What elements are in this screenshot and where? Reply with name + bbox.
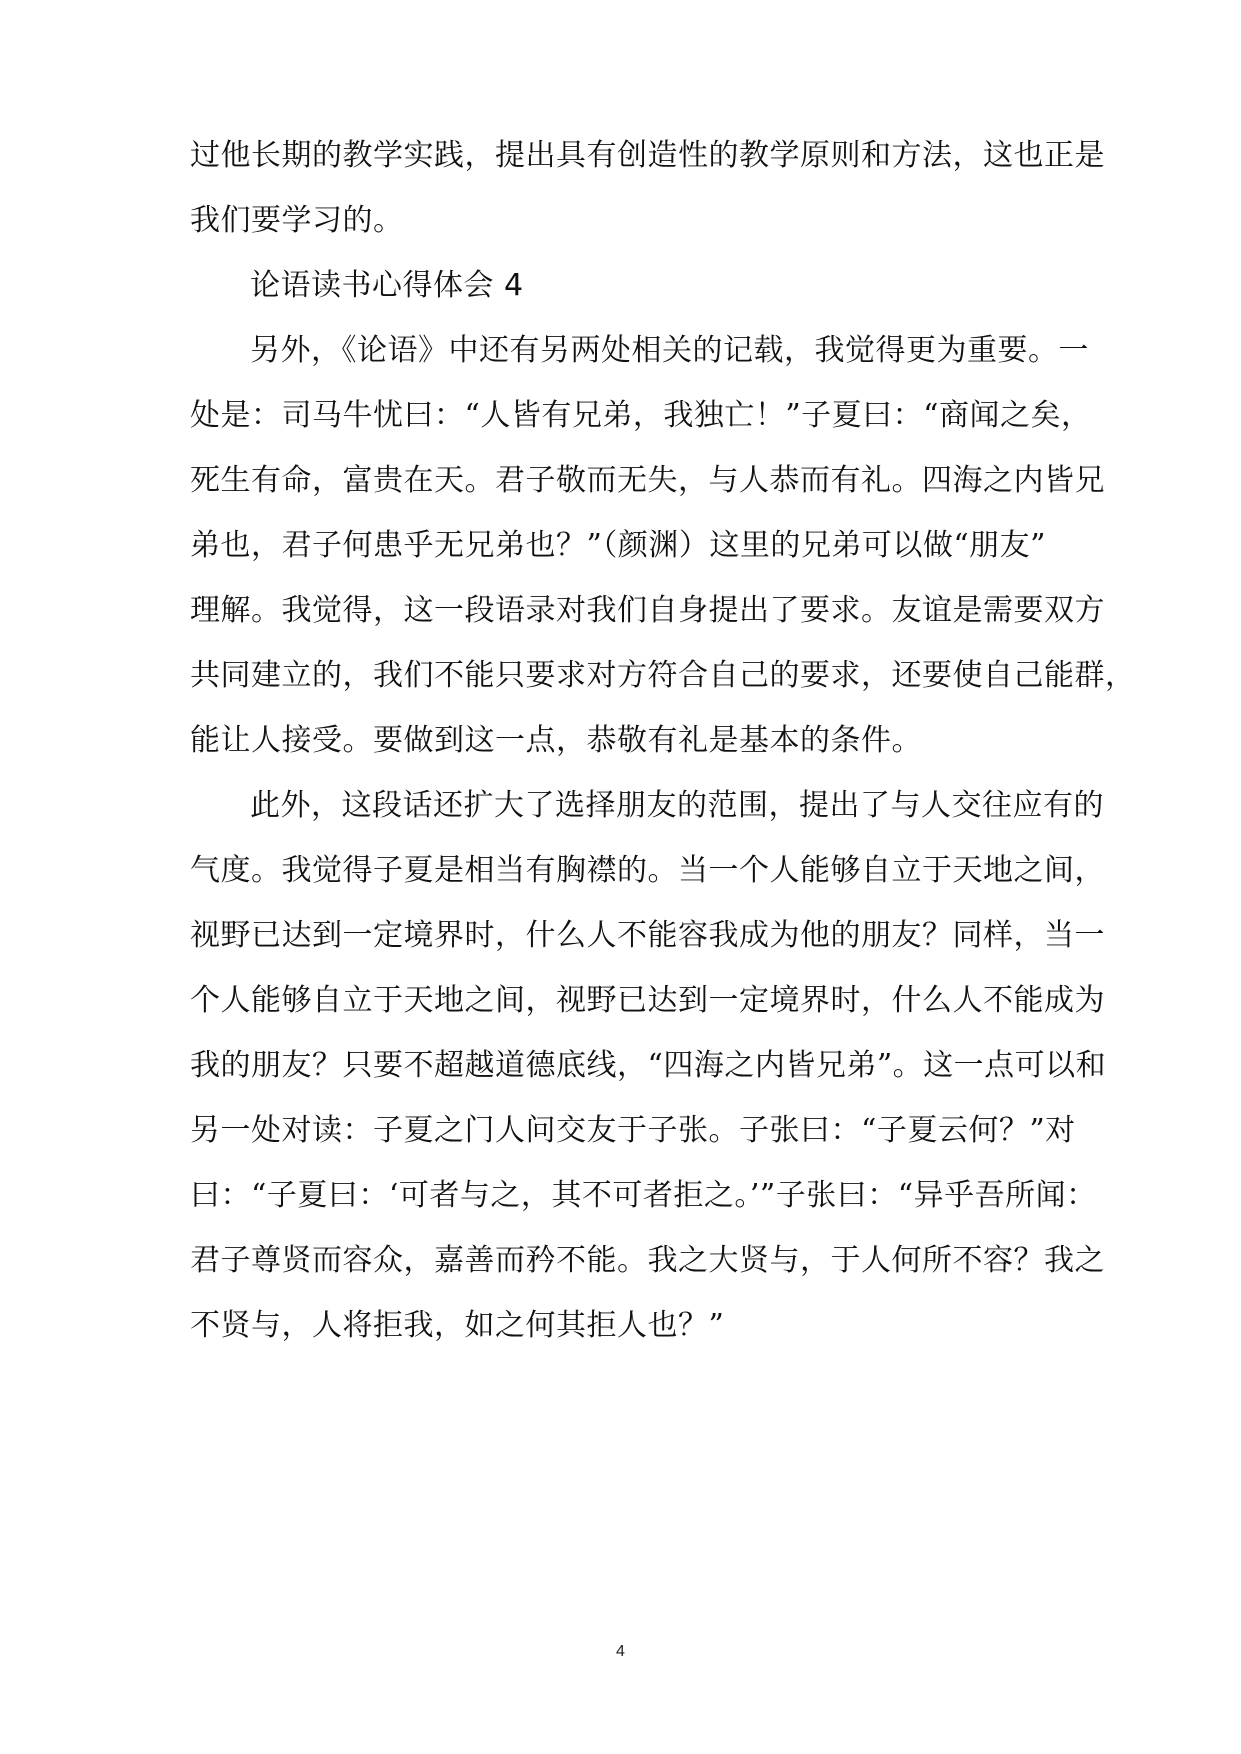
body-line: 共同建立的，我们不能只要求对方符合自己的要求，还要使自己能群， bbox=[190, 658, 1136, 693]
body-line: 处是：司马牛忧曰：“人皆有兄弟，我独亡！”子夏曰：“商闻之矣， bbox=[190, 398, 1092, 433]
body-line: 理解。我觉得，这一段语录对我们自身提出了要求。友谊是需要双方 bbox=[190, 593, 1105, 628]
body-line: 死生有命，富贵在天。君子敬而无失，与人恭而有礼。四海之内皆兄 bbox=[190, 463, 1105, 498]
paragraph-start-line: 此外，这段话还扩大了选择朋友的范围，提出了与人交往应有的 bbox=[250, 788, 1104, 823]
body-line: 视野已达到一定境界时，什么人不能容我成为他的朋友？同样，当一 bbox=[190, 918, 1105, 953]
body-line: 不贤与，人将拒我，如之何其拒人也？” bbox=[190, 1308, 725, 1343]
section-heading: 论语读书心得体会 4 bbox=[250, 268, 524, 303]
body-line: 我的朋友？只要不超越道德底线，“四海之内皆兄弟”。这一点可以和 bbox=[190, 1048, 1107, 1083]
body-line: 曰：“子夏曰：‘可者与之，其不可者拒之。’”子张曰：“异乎吾所闻： bbox=[190, 1178, 1097, 1213]
body-line: 过他长期的教学实践，提出具有创造性的教学原则和方法，这也正是 bbox=[190, 138, 1105, 173]
body-line: 另一处对读：子夏之门人问交友于子张。子张曰：“子夏云何？”对 bbox=[190, 1113, 1076, 1148]
body-line: 气度。我觉得子夏是相当有胸襟的。当一个人能够自立于天地之间， bbox=[190, 853, 1105, 888]
body-line: 能让人接受。要做到这一点，恭敬有礼是基本的条件。 bbox=[190, 723, 922, 758]
body-line: 我们要学习的。 bbox=[190, 203, 404, 238]
body-line: 个人能够自立于天地之间，视野已达到一定境界时，什么人不能成为 bbox=[190, 983, 1105, 1018]
body-line: 君子尊贤而容众，嘉善而矜不能。我之大贤与，于人何所不容？我之 bbox=[190, 1243, 1105, 1278]
body-line: 弟也，君子何患乎无兄弟也？”（颜渊）这里的兄弟可以做“朋友” bbox=[190, 528, 1047, 563]
paragraph-start-line: 另外，《论语》中还有另两处相关的记载，我觉得更为重要。一 bbox=[250, 333, 1089, 368]
page-number: 4 bbox=[616, 1643, 625, 1660]
